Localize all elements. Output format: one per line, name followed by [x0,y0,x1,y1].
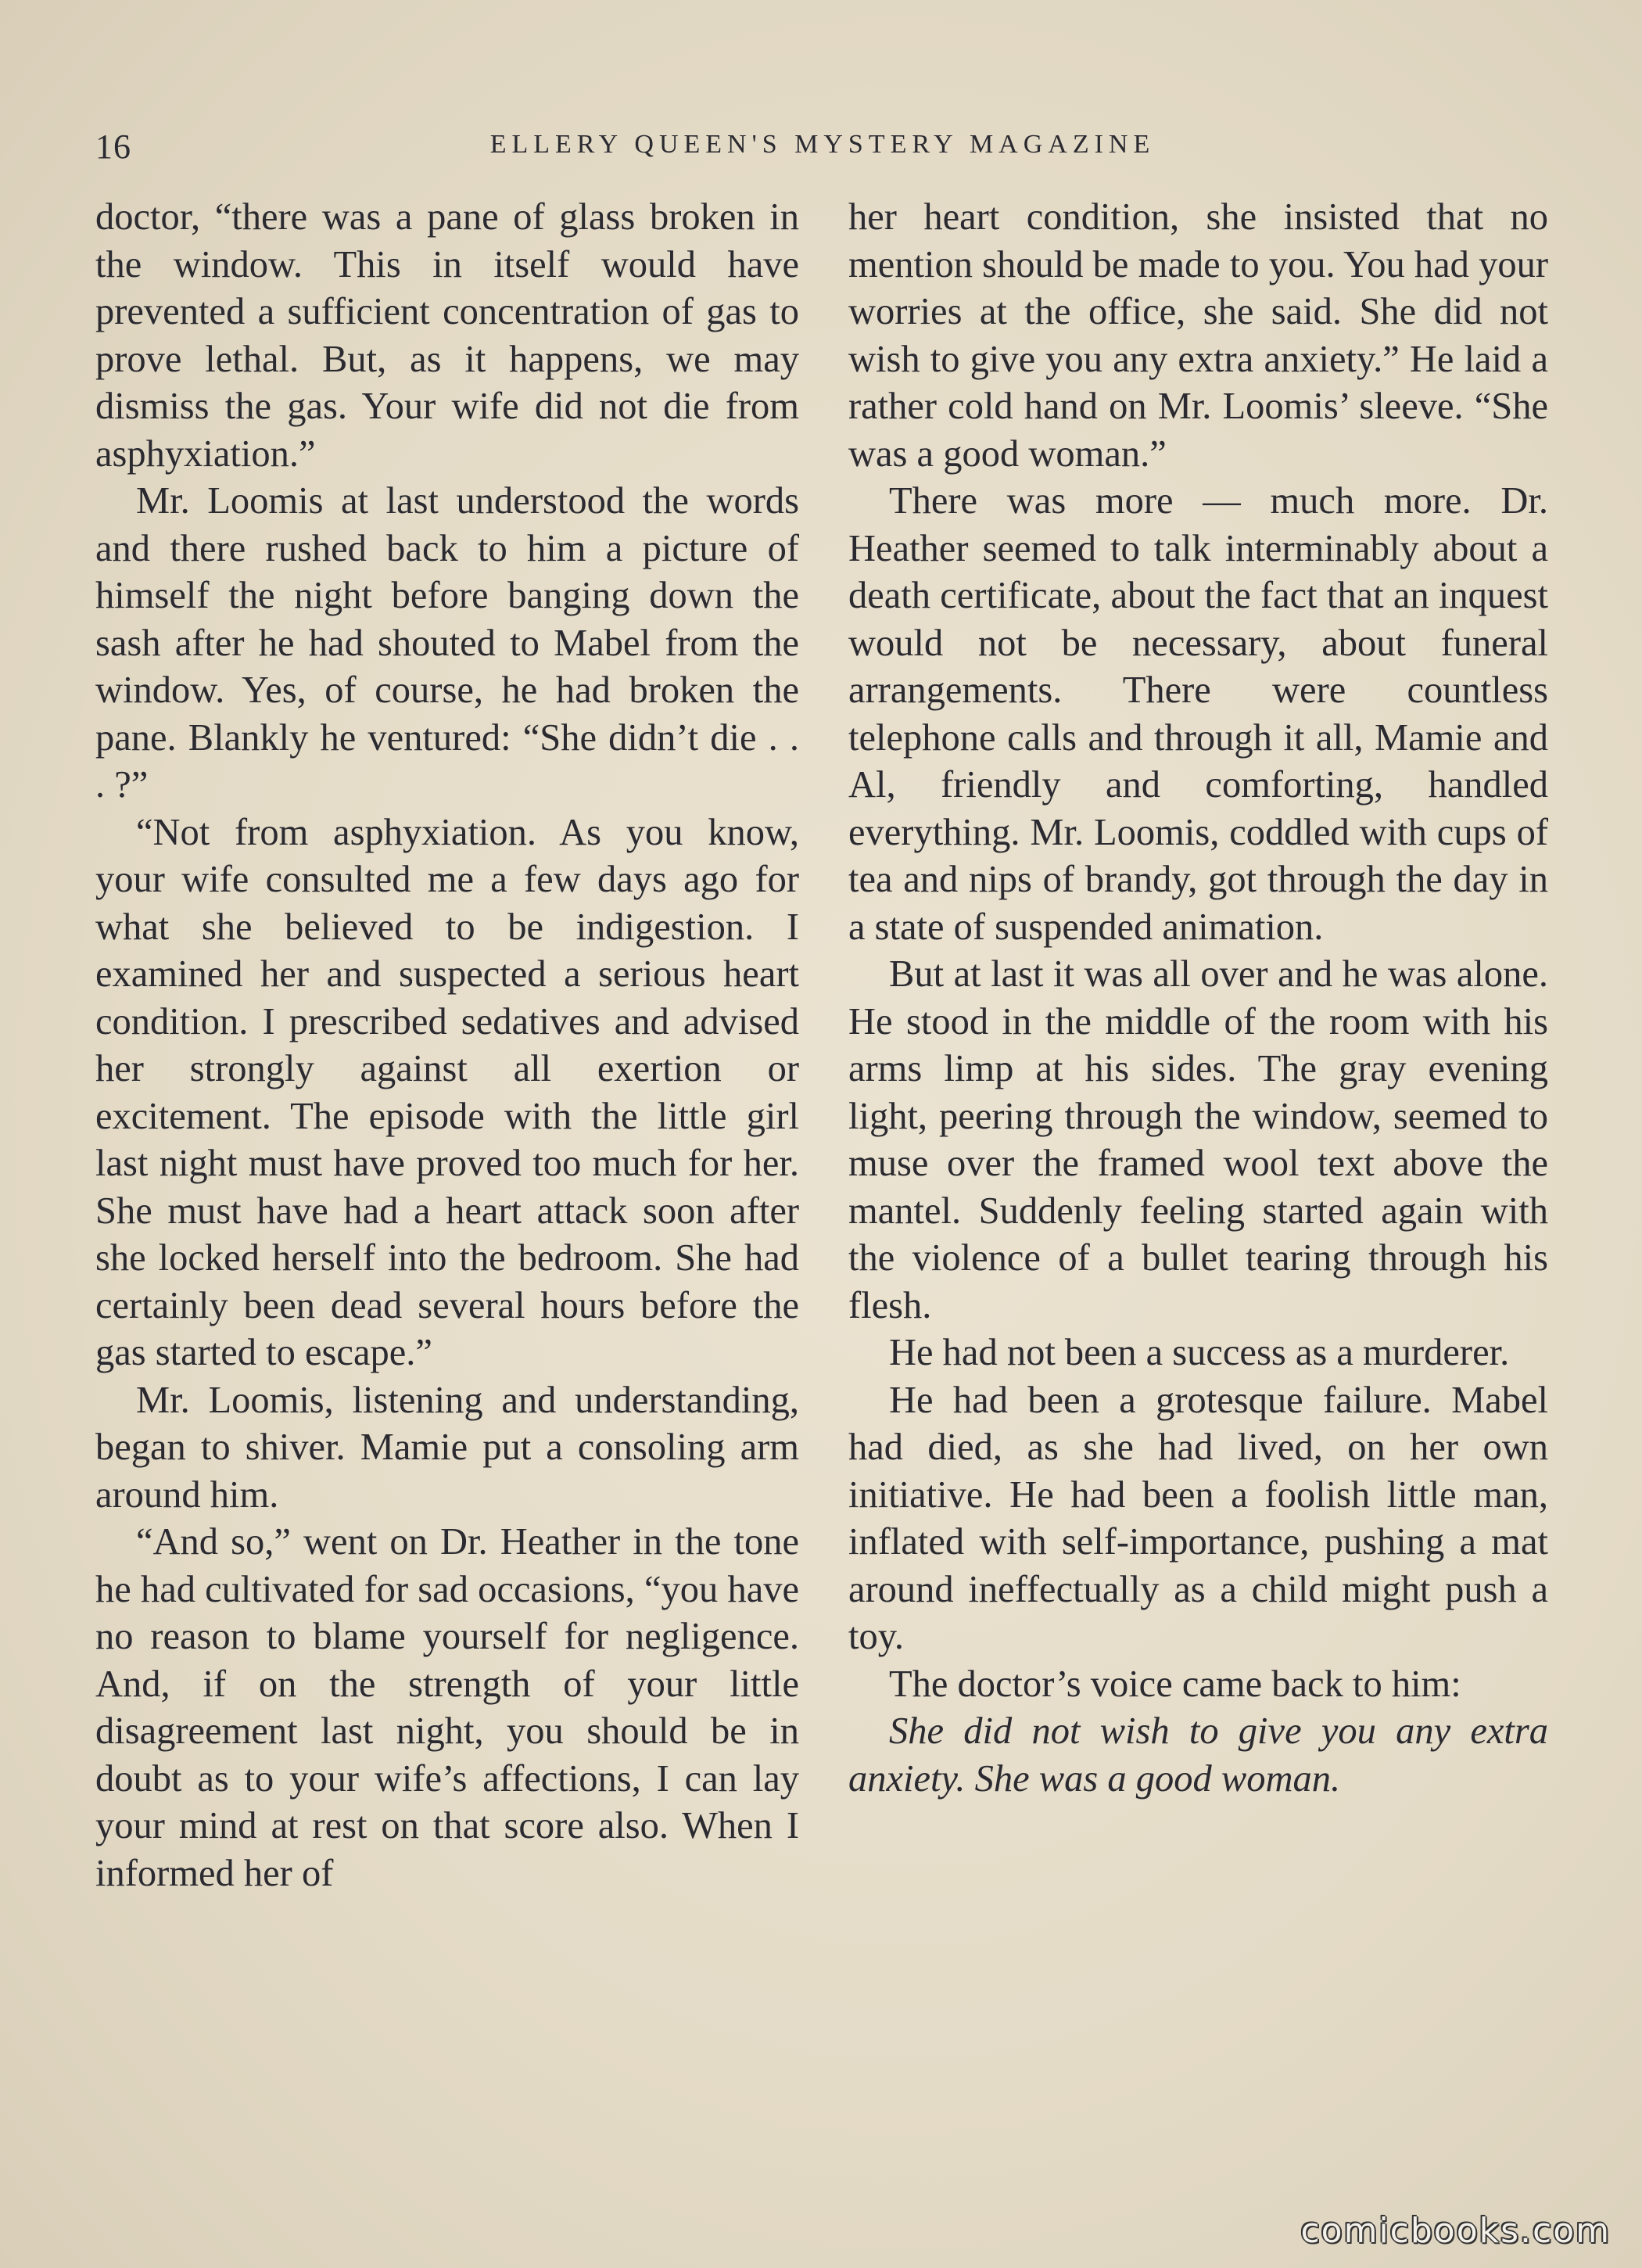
paragraph: Mr. Loomis at last understood the words and there rushed back to him a picture of himself the night before banging down the sash after he had shouted to Mabel from the window. Yes, of course, he had broken the pane. Blankly he ventured: “She didn’t die . . . ?” [95,480,799,806]
paragraph: Mr. Loomis, listening and understanding, began to shiver. Mamie put a consoling arm around him. [95,1379,799,1516]
paragraph: “And so,” went on Dr. Heather in the tone he had cultivated for sad occasions, “you have no reason to blame yourself for negligence. And, if on the strength of your little disagreement last night, you should be in doubt as to your wife’s affections, I can lay your mind at rest on that score also. When I informed her of [95,1521,799,1894]
paragraph: her heart condition, she insisted that no mention should be made to you. You had your worries at the office, she said. She did not wish to give you any extra anxiety.” He laid a rather cold hand on Mr. Loomis’ sleeve. “She was a good woman.” [848,196,1548,475]
page-header [95,127,1550,174]
running-title: ELLERY QUEEN'S MYSTERY MAGAZINE [489,130,1156,159]
page-number: 16 [95,127,131,166]
italic-quote: She did not wish to give you any extra anxiety. She was a good woman. [848,1710,1548,1800]
watermark: comicbooks.com [1300,2211,1611,2251]
right-column [848,194,1548,1803]
paragraph: The doctor’s voice came back to him: [889,1663,1461,1705]
paragraph: There was more — much more. Dr. Heather seemed to talk interminably about a death certificate, about the fact that an inquest would not be necessary, about funeral arrangements. There were countless telephone calls and through it all, Mamie and Al, friendly and comforting, handled everything. Mr. Loomis, coddled with cups of tea and nips of brandy, got through the day in a state of suspended animation. [848,480,1548,948]
paragraph: He had been a grotesque failure. Mabel had died, as she had lived, on her own initiative. He had been a foolish little man, inflated with self-importance, pushing a mat around ineffectually as a child might push a toy. [848,1379,1548,1657]
paragraph: But at last it was all over and he was alone. He stood in the middle of the room with his arms limp at his sides. The gray evening light, peering through the window, seemed to muse over the framed wool text above the mantel. Suddenly feeling started again with the violence of a bullet tearing through his flesh. [848,953,1548,1326]
paragraph: He had not been a success as a murderer. [889,1332,1510,1373]
paragraph: doctor, “there was a pane of glass broken in the window. This in itself would have prevented a sufficient concentration of gas to prove lethal. But, as it happens, we may dismiss the gas. Your wife did not die from asphyxiation.” [95,196,799,475]
paragraph: “Not from asphyxiation. As you know, your wife consulted me a few days ago for what she believed to be indigestion. I examined her and suspected a serious heart condition. I prescribed sedatives and advised her strongly against all exertion or excitement. The episode with the little girl last night must have proved too much for her. She must have had a heart attack soon after she locked herself into the bedroom. She had certainly been dead several hours before the gas started to escape.” [95,811,799,1373]
left-column [95,194,799,1897]
